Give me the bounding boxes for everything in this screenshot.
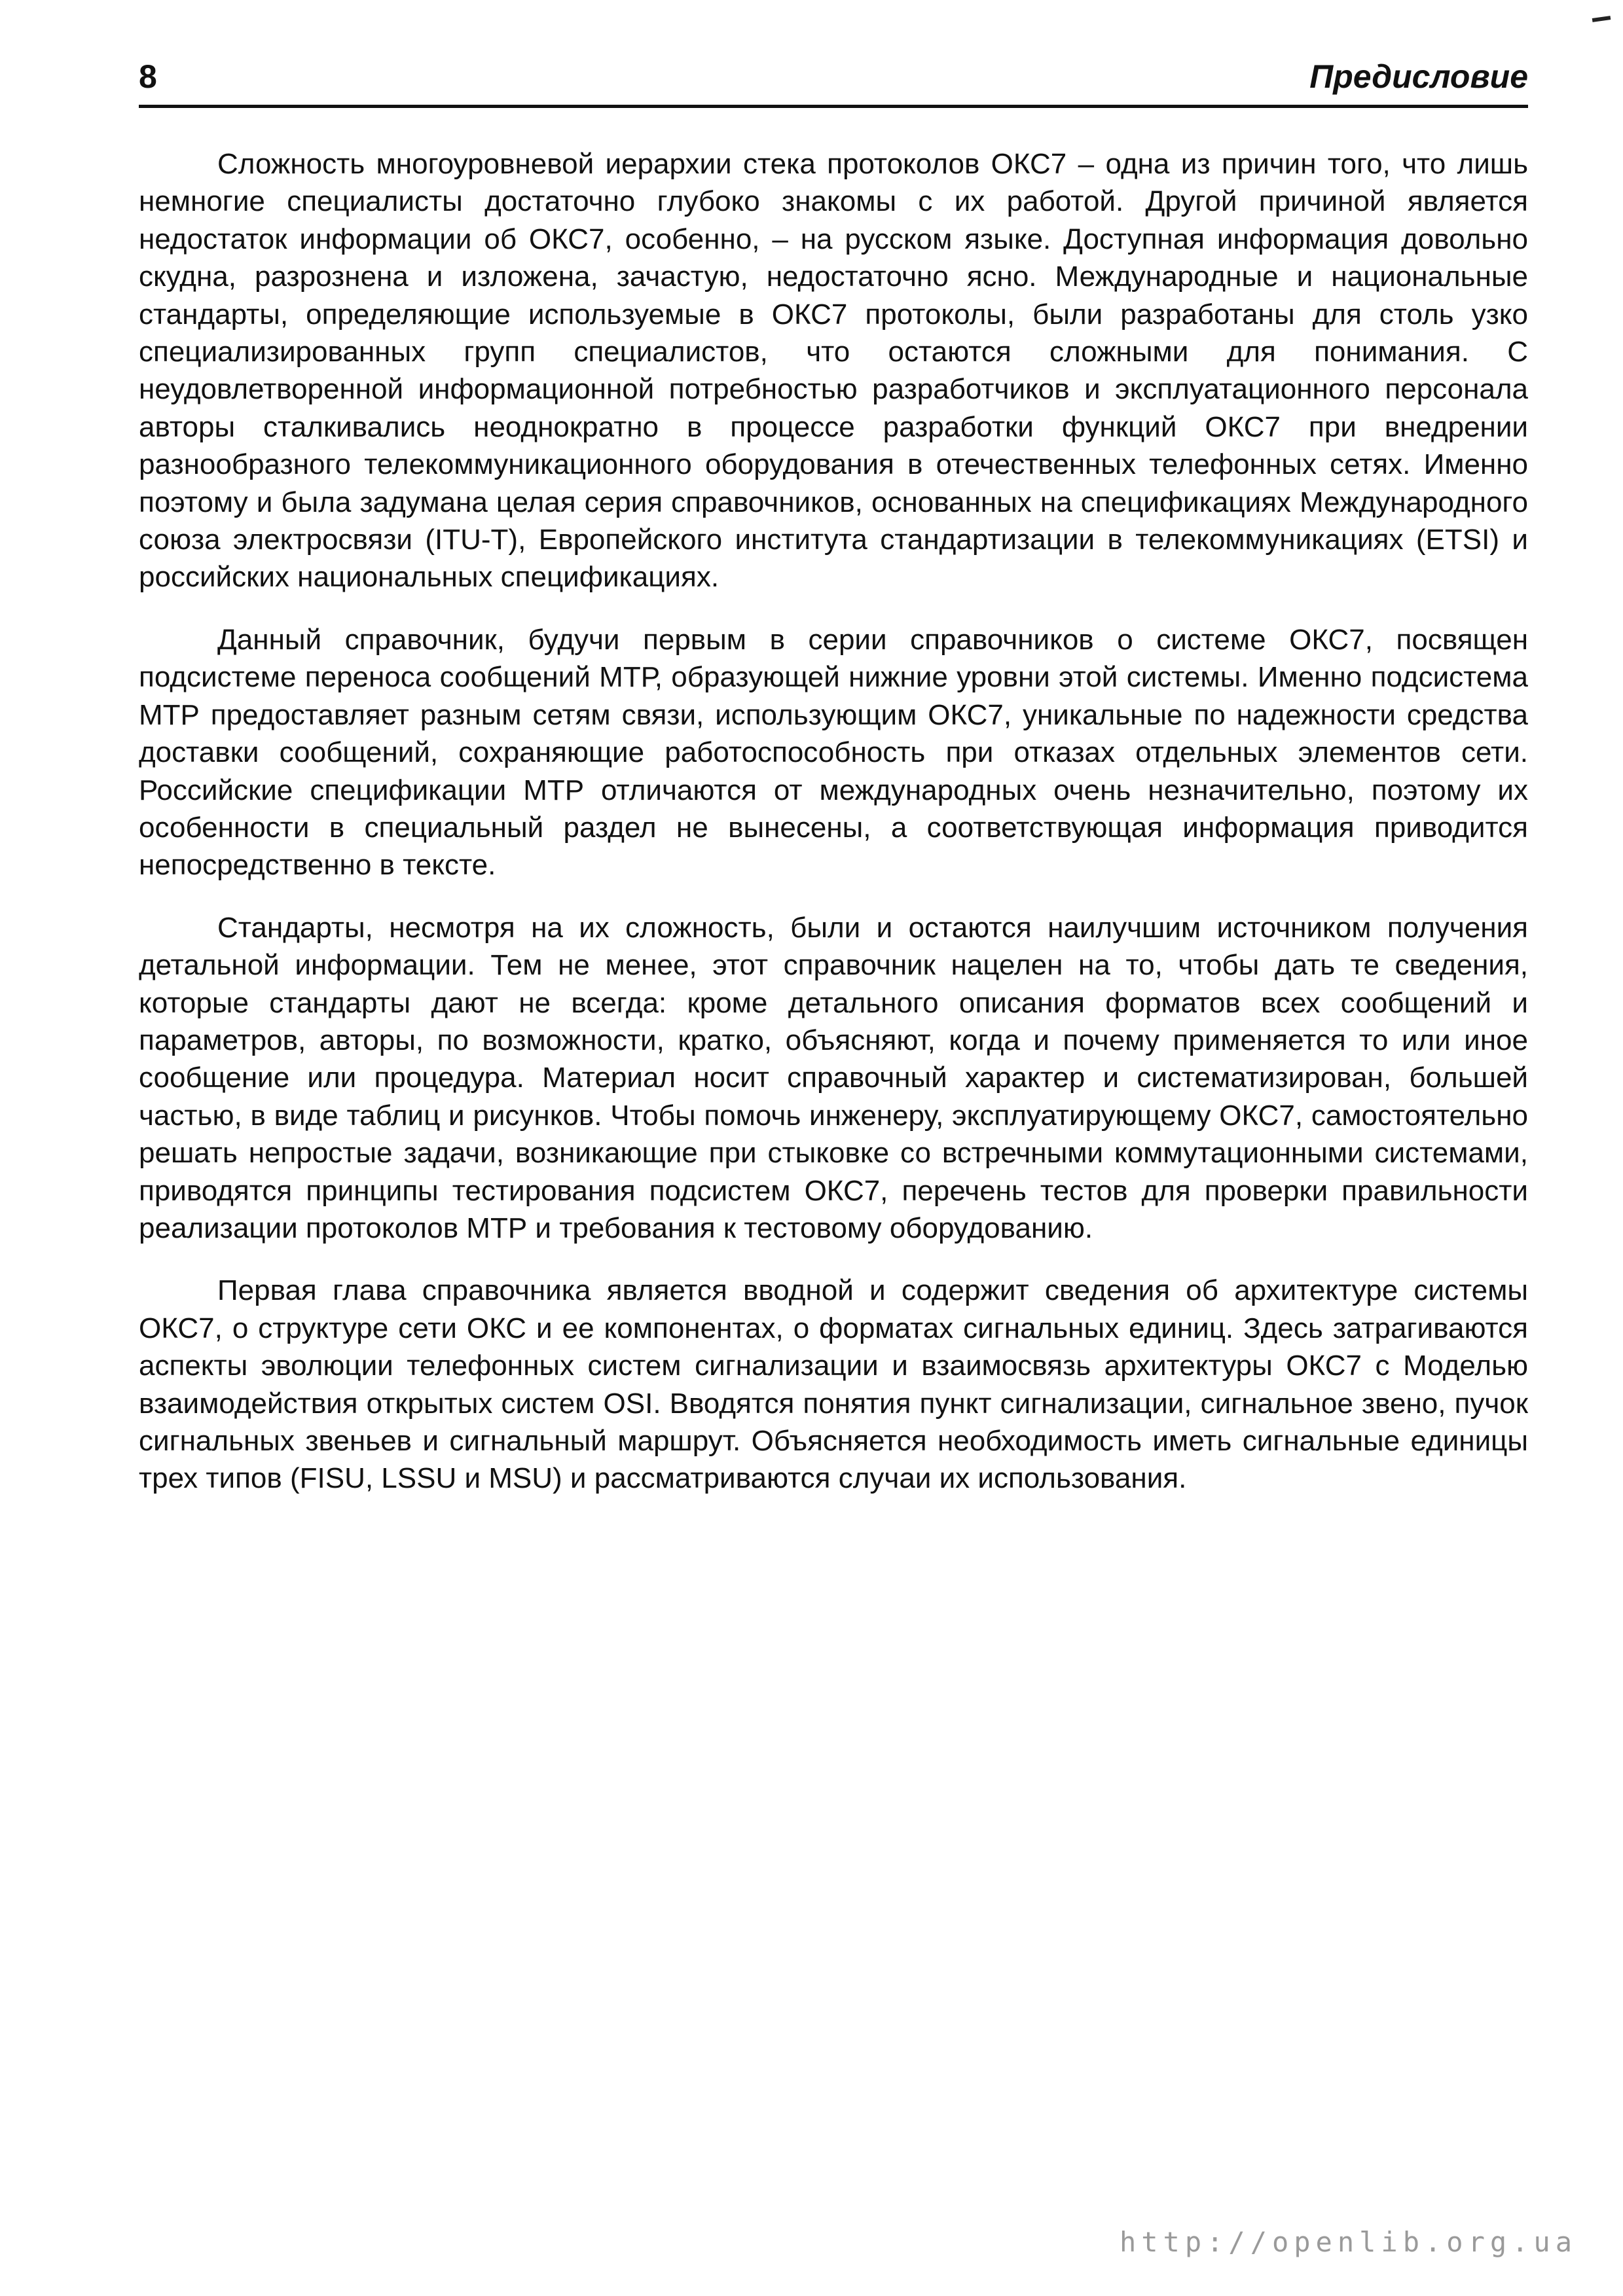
paragraph: Стандарты, несмотря на их сложность, были и остаются наилучшим источником получения детальной информации. Тем не менее, этот справочник нацелен на то, чтобы дать те сведения, которые стандарты дают не всегда: кроме детального описания форматов всех сообщений и параметров, авторы, по возможности, кратко, объясняют, когда и почему применяется то или иное сообщение или процедура. Материал носит справочный характер и систематизирован, большей частью, в виде таблиц и рисунков. Чтобы помочь инженеру, эксплуатирующему ОКС7, самостоятельно решать непростые задачи, возникающие при стыковке со встречными коммутационными системами, приводятся принципы тестирования подсистем ОКС7, перечень тестов для проверки правильности реализации протоколов МТР и требования к тестовому оборудованию. [139,911,1528,1244]
paragraph: Сложность многоуровневой иерархии стека протоколов ОКС7 – одна из причин того, что лишь немногие специалисты достаточно глубоко знакомы с их работой. Другой причиной является недостаток информации об ОКС7, особенно, – на русском языке. Доступная информация довольно скудна, разрознена и изложена, зачастую, недостаточно ясно. Международные и национальные стандарты, определяющие используемые в ОКС7 протоколы, были разработаны для столь узко специализированных групп специалистов, что остаются сложными для понимания. С неудовлетворенной информационной потребностью разработчиков и эксплуатационного персонала авторы сталкивались неоднократно в процессе разработки функций ОКС7 при внедрении разнообразного телекоммуникационного оборудования в отечественных телефонных сетях. Именно поэтому и была задумана целая серия справочников, основанных на спецификациях Международного союза электросвязи (ITU-T), Европейского института стандартизации в телекоммуникациях (ETSI) и российских национальных спецификациях. [139,148,1528,594]
watermark: http://openlib.org.ua [1119,2226,1577,2258]
body-text [139,145,1528,1522]
scan-corner-mark [1592,16,1611,22]
paragraph: Данный справочник, будучи первым в серии справочников о системе ОКС7, посвящен подсистеме переноса сообщений МТР, образующей нижние уровни этой системы. Именно подсистема МТР предоставляет разным сетям связи, использующим ОКС7, уникальные по надежности средства доставки сообщений, сохраняющие работоспособность при отказах отдельных элементов сети. Российские спецификации МТР отличаются от международных очень незначительно, поэтому их особенности в специальный раздел не вынесены, а соответствующая информация приводится непосредственно в тексте. [139,623,1528,882]
page-header [139,54,1528,108]
page-number: 8 [139,58,157,95]
paragraph: Первая глава справочника является вводной и содержит сведения об архитектуре системы ОКС7, о структуре сети ОКС и ее компонентах, о форматах сигнальных единиц. Здесь затрагиваются аспекты эволюции телефонных систем сигнализации и взаимосвязь архитектуры ОКС7 с Моделью взаимодействия открытых систем OSI. Вводятся понятия пункт сигнализации, сигнальное звено, пучок сигнальных звеньев и сигнальный маршрут. Объясняется необходимость иметь сигнальные единицы трех типов (FISU, LSSU и MSU) и рассматриваются случаи их использования. [139,1274,1528,1495]
running-title: Предисловие [1309,58,1528,95]
